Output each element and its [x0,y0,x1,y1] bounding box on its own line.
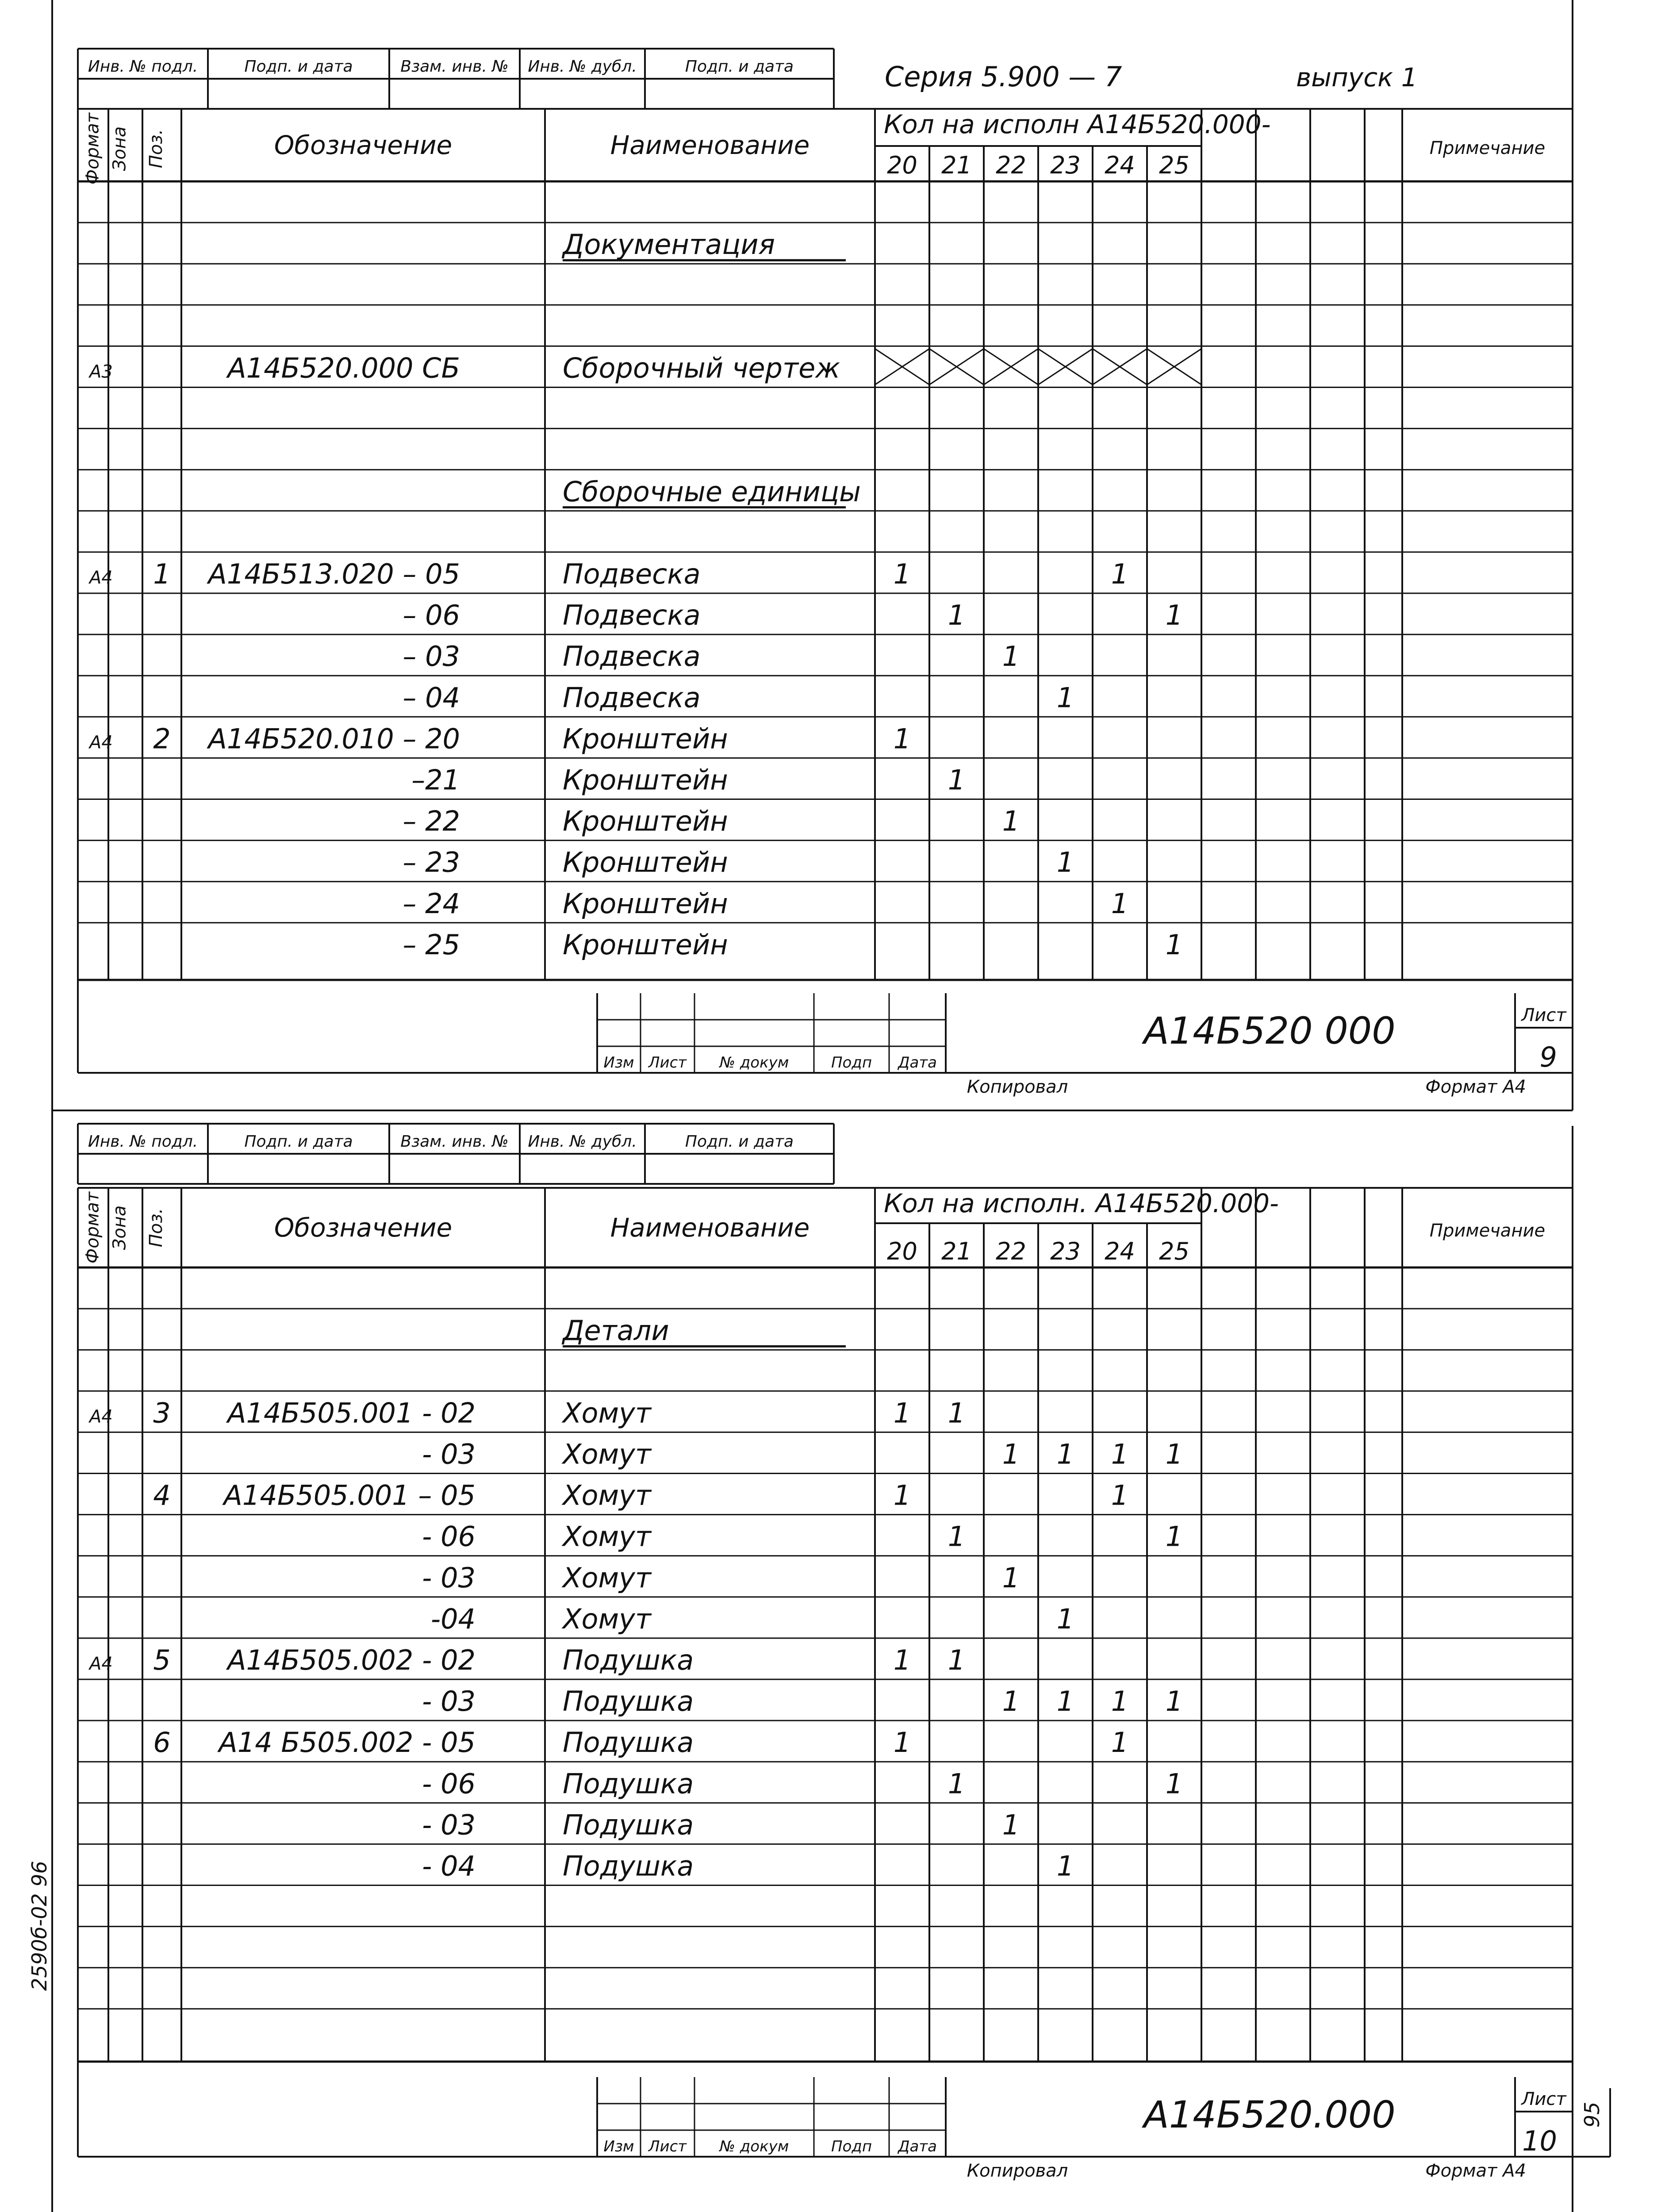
vertical-header: Поз. [146,129,166,169]
qty-cell: 1 [1165,1767,1183,1800]
designation-cell: А14Б505.001 – 05 [223,1479,476,1512]
name-cell: Кронштейн [563,846,728,879]
format-cell: А4 [89,568,113,588]
qty-cell: 1 [1111,558,1129,590]
header-variant: 21 [941,1237,972,1265]
header-designation: Обозначение [274,130,453,160]
name-cell: Подвеска [563,681,701,714]
designation-cell: - 04 [422,1850,476,1882]
designation-cell: А14Б505.001 - 02 [227,1397,476,1429]
qty-cell: 1 [1056,681,1074,714]
margin-code: 2590б-02 96 [27,1861,51,1991]
qty-cell: 1 [948,1644,966,1676]
name-cell: Кронштейн [563,764,728,796]
title-block-label: Лист [648,2138,687,2155]
stamp-label: Подп. и дата [685,58,794,76]
designation-cell: А14Б520.000 СБ [227,352,460,384]
qty-cell: 1 [948,599,966,632]
designation-cell: А14Б513.020 – 05 [208,558,460,590]
title-block-label: № докум [719,1054,789,1071]
designation-cell: – 25 [403,928,460,961]
format-cell: А3 [89,361,113,382]
qty-cell: 1 [1056,1602,1074,1635]
header-variant: 22 [996,1237,1026,1265]
header-designation: Обозначение [274,1213,453,1243]
position-cell: 6 [153,1726,171,1759]
qty-cell: 1 [1056,1685,1074,1718]
qty-cell: 1 [1111,887,1129,920]
header-name: Наименование [610,1213,810,1243]
name-cell: Подвеска [563,640,701,673]
name-cell: Кронштейн [563,805,728,837]
header-variant: 21 [941,151,972,179]
header-variant: 24 [1105,1237,1135,1265]
qty-cell: 1 [1111,1685,1129,1718]
name-cell: Подушка [563,1767,694,1800]
name-cell: Хомут [563,1520,651,1553]
sheet-label: Лист [1521,2089,1566,2109]
designation-cell: - 06 [422,1767,476,1800]
section-heading: Документация [563,228,775,261]
qty-cell: 1 [1165,928,1183,961]
header-variant: 24 [1105,151,1135,179]
qty-cell: 1 [948,1397,966,1429]
stamp-label: Взам. инв. № [400,1133,509,1151]
format-cell: А4 [89,1406,113,1427]
section-heading: Сборочные единицы [563,475,861,508]
stamp-label: Подп. и дата [244,58,353,76]
vertical-header: Зона [109,126,130,171]
header-variant: 20 [887,1237,917,1265]
name-cell: Подушка [563,1644,694,1676]
header-note: Примечание [1429,138,1546,158]
stamp-label: Инв. № подл. [88,58,198,76]
stamp-label: Подп. и дата [244,1133,353,1151]
designation-cell: - 03 [422,1685,476,1718]
qty-cell: 1 [1002,1685,1020,1718]
section-heading: Детали [563,1314,669,1347]
copied-label: Копировал [967,1077,1068,1097]
title-block-label: Дата [898,1054,937,1071]
name-cell: Хомут [563,1397,651,1429]
title-block-label: Изм [603,1054,634,1071]
header-name: Наименование [610,130,810,160]
qty-cell: 1 [1165,1438,1183,1471]
qty-cell: 1 [948,764,966,796]
designation-cell: А14Б520.010 – 20 [208,722,460,755]
qty-cell: 1 [1111,1726,1129,1759]
designation-cell: – 24 [403,887,460,920]
name-cell: Подушка [563,1685,694,1718]
designation-cell: – 23 [403,846,460,879]
page-root [27,0,1610,2212]
designation-cell: – 06 [403,599,460,632]
name-cell: Кронштейн [563,722,728,755]
name-cell: Хомут [563,1438,651,1471]
series-label: Серия 5.900 — 7 [885,61,1122,93]
title-block-label: Подп [831,1054,872,1071]
name-cell: Хомут [563,1479,651,1512]
name-cell: Подушка [563,1726,694,1759]
qty-cell: 1 [893,1397,911,1429]
qty-cell: 1 [1165,1520,1183,1553]
qty-cell: 1 [1002,1438,1020,1471]
page-number: 95 [1580,2101,1604,2128]
qty-cell: 1 [1111,1438,1129,1471]
qty-cell: 1 [1165,1685,1183,1718]
designation-cell: - 03 [422,1561,476,1594]
designation-cell: А14Б505.002 - 02 [227,1644,476,1676]
qty-cell: 1 [1056,1438,1074,1471]
stamp-label: Подп. и дата [685,1133,794,1151]
sheet-sheet1 [78,49,1573,1097]
qty-cell: 1 [893,1479,911,1512]
qty-cell: 1 [893,558,911,590]
document-number: А14Б520 000 [1143,1009,1396,1052]
header-variant: 25 [1159,1237,1189,1265]
header-qty-title: Кол на исполн А14Б520.000- [884,109,1271,139]
qty-cell: 1 [1002,640,1020,673]
stamp-label: Инв. № подл. [88,1133,198,1151]
format-label: Формат А4 [1425,2161,1526,2181]
designation-cell: -04 [430,1602,476,1635]
qty-cell: 1 [948,1520,966,1553]
format-label: Формат А4 [1425,1077,1526,1097]
title-block-label: № докум [719,2138,789,2155]
vertical-header: Формат [82,112,103,185]
copied-label: Копировал [967,2161,1068,2181]
designation-cell: - 06 [422,1520,476,1553]
position-cell: 4 [153,1479,171,1512]
stamp-label: Взам. инв. № [400,58,509,76]
header-variant: 25 [1159,151,1189,179]
sheet-label: Лист [1521,1005,1566,1025]
qty-cell: 1 [1111,1479,1129,1512]
sheet-sheet2 [78,1124,1573,2181]
position-cell: 3 [153,1397,171,1429]
name-cell: Подвеска [563,599,701,632]
title-block-label: Изм [603,2138,634,2155]
vertical-header: Зона [109,1205,130,1250]
header-note: Примечание [1429,1221,1546,1241]
format-cell: А4 [89,1654,113,1674]
designation-cell: – 04 [403,681,460,714]
title-block-label: Лист [648,1054,687,1071]
name-cell: Подушка [563,1850,694,1882]
position-cell: 2 [153,722,171,755]
qty-cell: 1 [1056,846,1074,879]
designation-cell: – 03 [403,640,460,673]
header-variant: 23 [1050,151,1081,179]
qty-cell: 1 [1002,805,1020,837]
name-cell: Сборочный чертеж [563,352,840,384]
qty-cell: 1 [893,1726,911,1759]
qty-cell: 1 [893,1644,911,1676]
name-cell: Кронштейн [563,928,728,961]
designation-cell: –21 [411,764,460,796]
qty-cell: 1 [1002,1561,1020,1594]
header-variant: 22 [996,151,1026,179]
vertical-header: Формат [82,1191,103,1264]
sheet-number: 10 [1522,2125,1557,2157]
stamp-label: Инв. № дубл. [528,58,637,76]
position-cell: 5 [153,1644,171,1676]
name-cell: Кронштейн [563,887,728,920]
document-number: А14Б520.000 [1143,2093,1396,2136]
issue-label: выпуск 1 [1296,62,1418,92]
header-variant: 23 [1050,1237,1081,1265]
name-cell: Хомут [563,1602,651,1635]
vertical-header: Поз. [146,1208,166,1248]
stamp-label: Инв. № дубл. [528,1133,637,1151]
name-cell: Хомут [563,1561,651,1594]
designation-cell: – 22 [403,805,460,837]
header-qty-title: Кол на исполн. А14Б520.000- [884,1188,1279,1218]
designation-cell: А14 Б505.002 - 05 [219,1726,476,1759]
position-cell: 1 [153,558,171,590]
format-cell: А4 [89,732,113,753]
qty-cell: 1 [1002,1809,1020,1841]
title-block-label: Дата [898,2138,937,2155]
designation-cell: - 03 [422,1438,476,1471]
qty-cell: 1 [1165,599,1183,632]
title-block-label: Подп [831,2138,872,2155]
qty-cell: 1 [893,722,911,755]
designation-cell: - 03 [422,1809,476,1841]
header-variant: 20 [887,151,917,179]
qty-cell: 1 [1056,1850,1074,1882]
qty-cell: 1 [948,1767,966,1800]
sheet-number: 9 [1539,1041,1557,1073]
name-cell: Подушка [563,1809,694,1841]
name-cell: Подвеска [563,558,701,590]
